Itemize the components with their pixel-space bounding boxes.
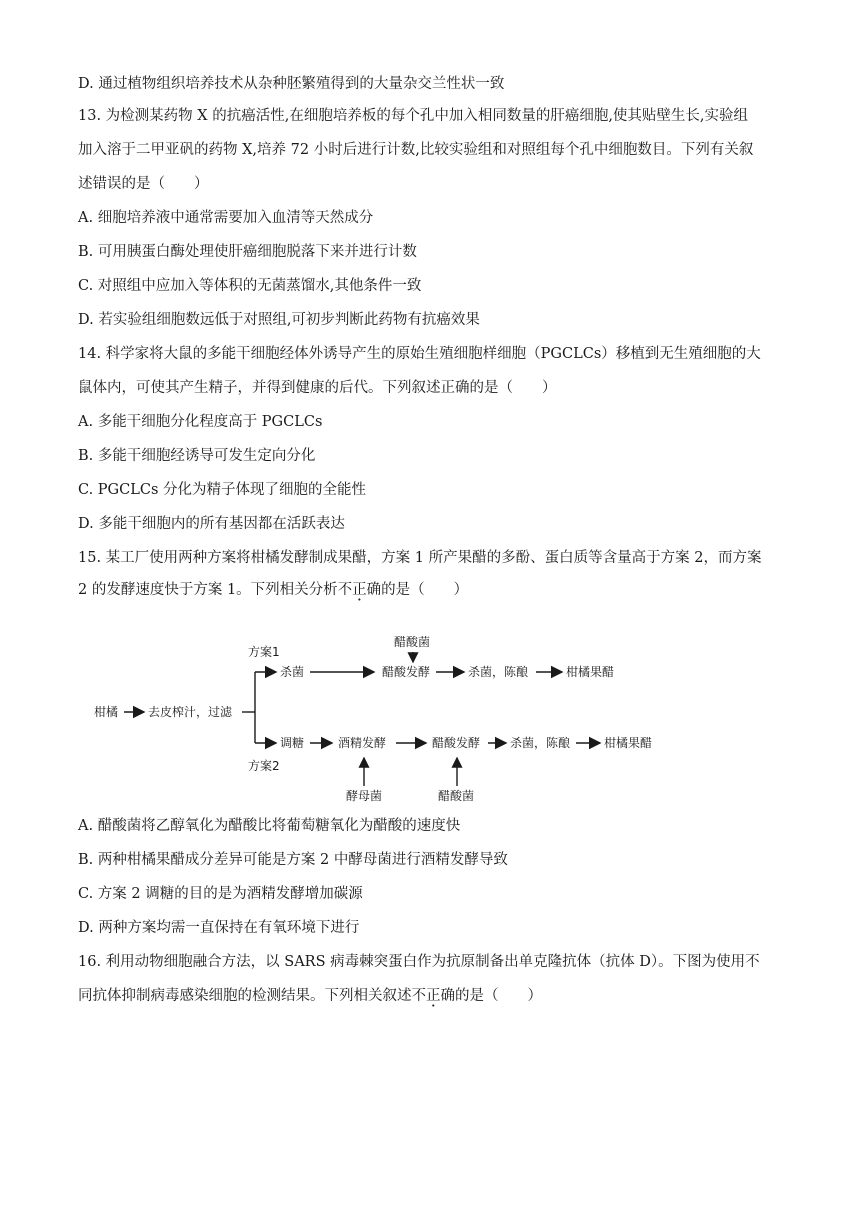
plan1-acetic-fermentation: 醋酸发酵 [382, 665, 431, 679]
q15-stem-line-2 [78, 580, 783, 600]
q15-stem-line-2-prefix: 2 的发酵速度快于方案 1。下列相关分析 [78, 582, 338, 598]
plan2-acetic-fermentation: 醋酸发酵 [432, 736, 481, 750]
plan2-alcohol-fermentation: 酒精发酵 [338, 736, 387, 750]
q14-option-b: B. 多能干细胞经诱导可发生定向分化 [78, 448, 316, 464]
plan2-sugar-adjust: 调糖 [280, 736, 305, 750]
plan2-sterilize-aging: 杀菌，陈酿 [510, 736, 571, 750]
q14-option-a: A. 多能干细胞分化程度高于 PGCLCs [78, 414, 323, 430]
plan1-sterilize-aging: 杀菌，陈酿 [468, 665, 529, 679]
q15-stem-line-2-suffix: 的是（ ） [381, 582, 469, 598]
q15-option-a: A. 醋酸菌将乙醇氧化为醋酸比将葡萄糖氧化为醋酸的速度快 [78, 818, 461, 834]
q13-stem-line-1: 13. 为检测某药物 X 的抗癌活性,在细胞培养板的每个孔中加入相同数量的肝癌细胞,使其贴壁生长,实验组 [78, 108, 749, 124]
fermentation-flow-diagram [90, 636, 690, 806]
q14-option-c: C. PGCLCs 分化为精子体现了细胞的全能性 [78, 482, 367, 498]
q15-option-c: C. 方案 2 调糖的目的是为酒精发酵增加碳源 [78, 886, 363, 902]
plan1-acetic-bacteria: 醋酸菌 [394, 636, 431, 649]
q14-option-d: D. 多能干细胞内的所有基因都在活跃表达 [78, 516, 345, 532]
plan2-acetic-bacteria: 醋酸菌 [438, 789, 475, 803]
q15-option-d: D. 两种方案均需一直保持在有氧环境下进行 [78, 920, 360, 936]
q13-option-a: A. 细胞培养液中通常需要加入血清等天然成分 [78, 210, 374, 226]
q16-emphasis-text: 不正确 [411, 988, 455, 1004]
q16-stem-line-2-prefix: 同抗体抑制病毒感染细胞的检测结果。下列相关叙述 [78, 988, 412, 1004]
juice-filter-step: 去皮榨汁，过滤 [148, 705, 233, 719]
start-node-citrus: 柑橘 [94, 705, 119, 719]
plan2-product: 柑橘果醋 [604, 736, 653, 750]
q13-option-c: C. 对照组中应加入等体积的无菌蒸馏水,其他条件一致 [78, 278, 422, 294]
plan1-product: 柑橘果醋 [566, 665, 615, 679]
q13-stem-line-3: 述错误的是（ ） [78, 176, 209, 192]
q13-stem-line-2: 加入溶于二甲亚矾的药物 X,培养 72 小时后进行计数,比较实验组和对照组每个孔中细胞数目。下列有关叙 [78, 142, 754, 158]
plan1-label: 方案1 [248, 645, 280, 659]
q15-emphasis-text: 不正确 [337, 582, 382, 598]
q13-option-b: B. 可用胰蛋白酶处理使肝癌细胞脱落下来并进行计数 [78, 244, 417, 260]
q15-stem-line-1: 15. 某工厂使用两种方案将柑橘发酵制成果醋，方案 1 所产果醋的多酚、蛋白质等含量高于方案 2，而方案 [78, 550, 762, 566]
q16-stem-line-1: 16. 利用动物细胞融合方法，以 SARS 病毒棘突蛋白作为抗原制备出单克隆抗体（抗体 D）。下图为使用不 [78, 954, 760, 970]
q14-stem-line-1: 14. 科学家将大鼠的多能干细胞经体外诱导产生的原始生殖细胞样细胞（PGCLCs）移植到无生殖细胞的大 [78, 346, 761, 362]
plan2-label: 方案2 [248, 759, 280, 773]
plan2-yeast: 酵母菌 [346, 789, 383, 803]
q16-stem-line-2-suffix: 的是（ ） [455, 988, 542, 1004]
q16-stem-line-2 [78, 986, 783, 1006]
q15-option-b: B. 两种柑橘果醋成分差异可能是方案 2 中酵母菌进行酒精发酵导致 [78, 852, 508, 868]
q13-option-d: D. 若实验组细胞数远低于对照组,可初步判断此药物有抗癌效果 [78, 312, 480, 328]
plan1-sterilize: 杀菌 [280, 665, 305, 679]
q14-stem-line-2: 鼠体内，可使其产生精子，并得到健康的后代。下列叙述正确的是（ ） [78, 380, 557, 396]
q12-option-d: D. 通过植物组织培养技术从杂种胚繁殖得到的大量杂交兰性状一致 [78, 76, 505, 92]
